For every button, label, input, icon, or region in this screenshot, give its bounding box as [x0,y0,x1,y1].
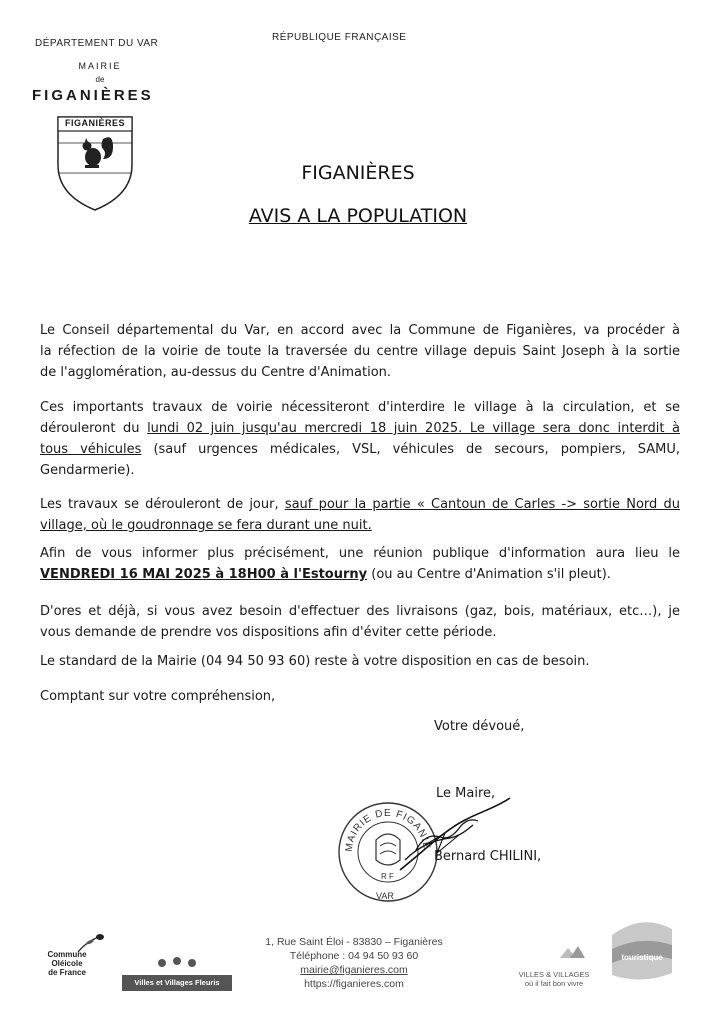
crest-shield-icon [55,113,135,213]
p2-line-1: Ces importants travaux de voirie nécessiteront d'interdire le village à la circulation, et se [40,400,680,415]
p3-exception: sauf pour la partie « Cantoun de Carles -> sortie Nord du [284,497,680,512]
de-label: de [95,75,105,84]
logo-villes-villages [508,944,598,994]
oleicole-line-3: de France [48,968,86,977]
p2-vehicles: tous véhicules [40,442,142,457]
p1-line-3: de l'agglomération, au-dessus du Centre d'Animation. [40,365,392,380]
stamp-var: VAR [376,891,394,901]
oleicole-line-1: Commune [47,950,87,959]
stamp-text: MAIRIE DE FIGANIÈ [343,807,433,853]
meeting-date: VENDREDI 16 MAI 2025 à 18H00 à l'Estourny [40,567,368,582]
paragraph-7: Comptant sur votre compréhension, [40,689,276,704]
footer-website[interactable]: https://figanieres.com [304,978,404,990]
stamp-rf: R F [381,872,394,881]
villes-villages-label: VILLES & VILLAGES [518,970,590,979]
footer-phone: Téléphone : 04 94 50 93 60 [289,950,419,962]
page-title: FIGANIÈRES [301,162,415,184]
paragraph-4 [40,543,680,585]
paragraph-3 [40,494,680,536]
tourism-badge-icon [608,915,676,983]
logo-villes-fleuris [122,955,232,995]
republic-label: RÉPUBLIQUE FRANÇAISE [272,32,407,43]
header-town: FIGANIÈRES [32,87,154,104]
p3-line-2: village, où le goudronnage se fera durant une nuit. [40,518,372,533]
notice-title: AVIS A LA POPULATION [248,205,468,227]
logo-touristique [608,915,676,983]
p2-text: dérouleront du [40,421,148,436]
meeting-alt: (ou au Centre d'Animation s'il pleut). [367,567,611,582]
paragraph-2 [40,397,680,481]
mayor-name: Bernard CHILINI, [434,849,542,864]
villes-villages-sub: où il fait bon vivre [524,979,584,988]
oleicole-line-2: Oléicole [51,959,83,968]
p1-line-2: la réfection de la voirie de toute la traversée du centre village depuis Saint Joseph à la sortie [40,344,680,359]
p2-line-4: Gendarmerie). [40,463,135,478]
p2-dates: lundi 02 juin jusqu'au mercredi 18 juin 2025. Le village sera donc interdit à [147,421,681,436]
p1-line-1: Le Conseil départemental du Var, en accord avec la Commune de Figanières, va procéder à [40,323,680,338]
mayor-role: Le Maire, [436,786,496,801]
touristique-label: touristique [621,953,663,962]
logo-oleicole [38,932,108,992]
p2-line-2 [40,418,680,439]
crest-banner: FIGANIÈRES [64,118,125,128]
town-crest [55,113,135,213]
p3-text: Les travaux se dérouleront de jour, [40,497,285,512]
paragraph-6: Le standard de la Mairie (04 94 50 93 60) reste à votre disposition en cas de besoin. [40,654,590,669]
mairie-label: MAIRIE [78,61,122,71]
p2-exceptions: (sauf urgences médicales, VSL, véhicules de secours, pompiers, SAMU, [141,442,680,457]
p5-line-2: vous demande de prendre vos dispositions afin d'éviter cette période. [40,625,497,640]
paragraph-5 [40,601,680,643]
p3-line-1 [40,494,680,515]
flowers-icon [152,955,202,971]
footer-email[interactable]: mairie@figanieres.com [300,964,408,976]
footer-contact [244,935,464,991]
p4-line-1: Afin de vous informer plus précisément, une réunion publique d'information aura lieu le [40,546,680,561]
paragraph-1 [40,320,680,383]
villes-fleuris-label: Villes et Villages Fleuris [122,975,232,991]
p4-line-2 [40,564,680,585]
closing: Votre dévoué, [434,719,525,734]
department-label: DÉPARTEMENT DU VAR [35,38,159,49]
p2-line-3 [40,439,680,460]
p5-line-1: D'ores et déjà, si vous avez besoin d'effectuer des livraisons (gaz, bois, matériaux, etc…), je [40,604,680,619]
footer-address: 1, Rue Saint Éloi - 83830 – Figanières [265,936,443,948]
village-roofs-icon [558,944,586,960]
